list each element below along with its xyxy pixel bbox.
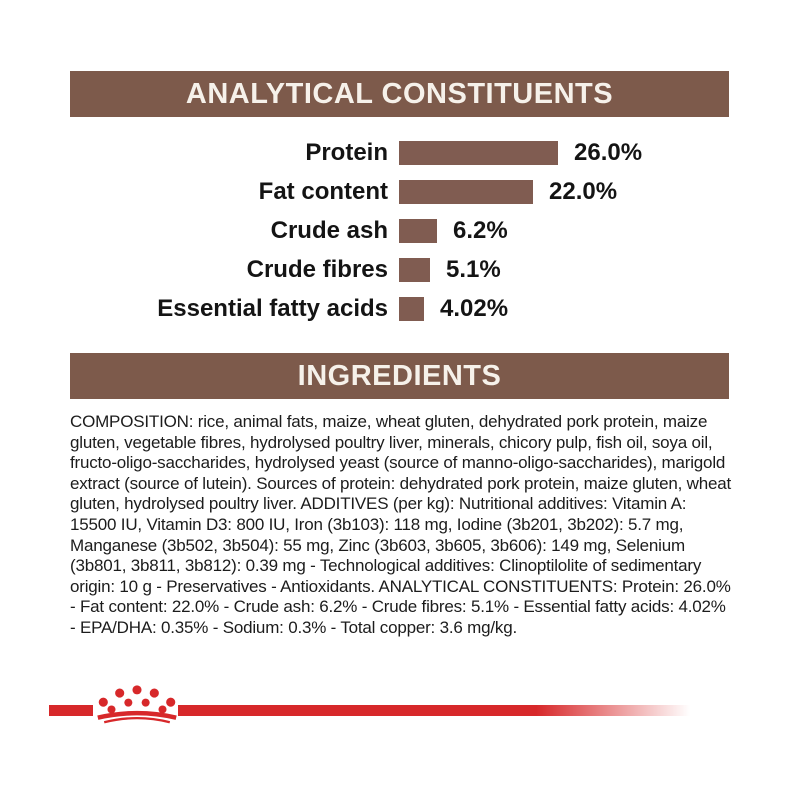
- chart-row: [70, 211, 732, 250]
- chart-value-label: 6.2%: [453, 216, 508, 244]
- chart-bar: [399, 141, 558, 165]
- chart-category-label: Crude fibres: [246, 255, 388, 283]
- brand-divider-line-left: [49, 705, 93, 716]
- chart-bar: [399, 180, 533, 204]
- chart-bar: [399, 258, 430, 282]
- brand-divider-line-right: [178, 705, 690, 716]
- analytical-chart: [70, 133, 732, 328]
- chart-bar: [399, 219, 437, 243]
- royal-canin-crown-icon: [96, 684, 178, 724]
- chart-row: [70, 250, 732, 289]
- chart-value-label: 4.02%: [440, 294, 509, 322]
- chart-category-label: Crude ash: [270, 216, 388, 244]
- analytical-constituents-title: ANALYTICAL CONSTITUENTS: [185, 77, 614, 110]
- composition-paragraph: COMPOSITION: rice, animal fats, maize, wheat gluten, dehydrated pork protein, maize gluten, vegetable fibres, hydrolysed poultry liver, minerals, chicory pulp, fish oil, soya oil, fructo-oligo-saccharides, hydrolysed yeast (source of manno-oligo-saccharides), marigold extract (source of lutein). Sources of protein: dehydrated pork protein, maize gluten, wheat gluten, hydrolysed poultry liver. ADDITIVES (per kg): Nutritional additives: Vitamin A: 15500 IU, Vitamin D3: 800 IU, Iron (3b103): 118 mg, Iodine (3b201, 3b202): 5.7 mg, Manganese (3b502, 3b504): 55 mg, Zinc (3b603, 3b605, 3b606): 149 mg, Selenium (3b801, 3b811, 3b812): 0.39 mg - Technological additives: Clinoptilolite of sedimentary origin: 10 g - Preservatives - Antioxidants. ANALYTICAL CONSTITUENTS: Protein: 26.0% - Fat content: 22.0% - Crude ash: 6.2% - Crude fibres: 5.1% - Essential fatty acids: 4.02% - EPA/DHA: 0.35% - Sodium: 0.3% - Total copper: 3.6 mg/kg.: [70, 412, 732, 637]
- ingredients-title: INGREDIENTS: [297, 359, 502, 392]
- chart-category-label: Protein: [305, 138, 388, 166]
- chart-row: [70, 133, 732, 172]
- chart-value-label: 22.0%: [549, 177, 618, 205]
- chart-category-label: Fat content: [258, 177, 388, 205]
- chart-row: [70, 172, 732, 211]
- analytical-constituents-header: [70, 71, 729, 117]
- chart-value-label: 26.0%: [574, 138, 643, 166]
- ingredients-header: [70, 353, 729, 399]
- chart-value-label: 5.1%: [446, 255, 501, 283]
- chart-bar: [399, 297, 424, 321]
- chart-row: [70, 289, 732, 328]
- chart-category-label: Essential fatty acids: [157, 294, 388, 322]
